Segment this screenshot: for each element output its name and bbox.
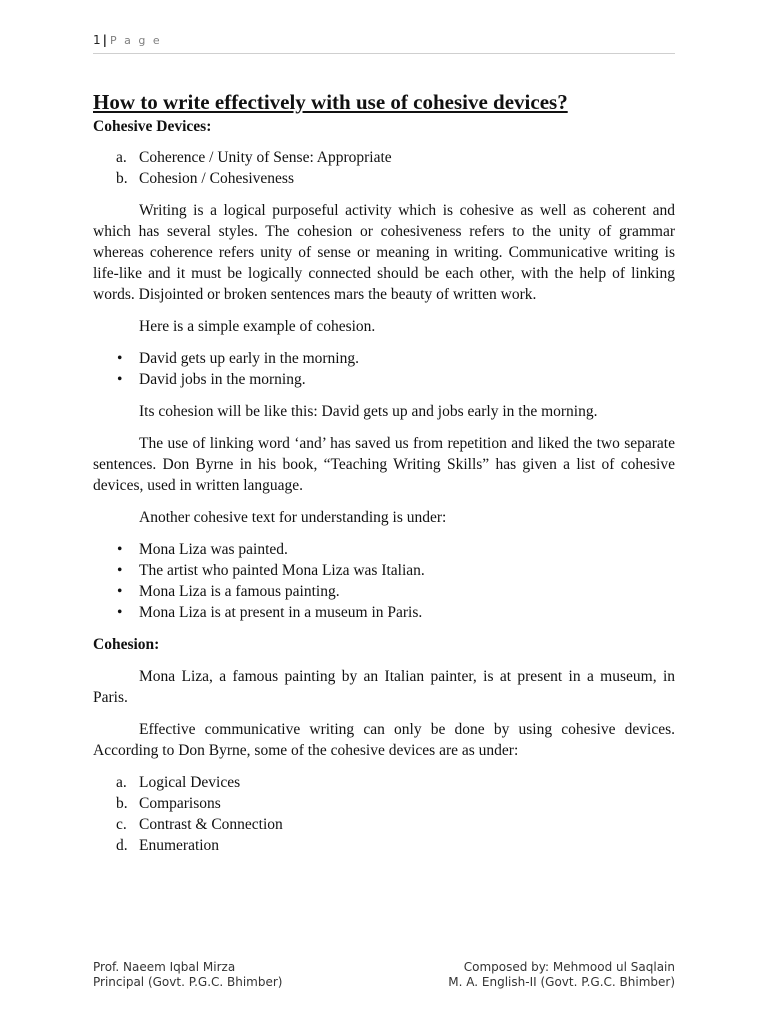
list-item-text: David jobs in the morning. [139,371,306,388]
list-item [93,793,675,814]
list-item [93,581,675,602]
list-item-text: Cohesion / Cohesiveness [139,170,294,187]
list-item [93,814,675,835]
list-marker: a. [116,149,127,166]
page-label: P a g e [110,34,162,47]
list-marker: a. [116,774,127,791]
list-item [93,348,675,369]
list-item-text: Logical Devices [139,774,241,791]
list-item [93,835,675,856]
bullet-icon: • [117,541,123,558]
list-item-text: The artist who painted Mona Liza was Italian. [139,562,425,579]
document-title: How to write effectively with use of cohesive devices? [93,90,568,114]
footer-right [448,960,675,990]
list-item [93,369,675,390]
example-list-mona-liza [93,539,675,623]
footer-author-role: Principal (Govt. P.G.C. Bhimber) [93,975,283,989]
section-heading-cohesive-devices: Cohesive Devices: [93,118,212,135]
example-list-david [93,348,675,390]
list-item-text: Comparisons [139,795,221,812]
paragraph-example-intro: Here is a simple example of cohesion. [139,318,376,335]
paragraph-linking-word: The use of linking word ‘and’ has saved us from repetition and liked the two separate sentences. Don Byrne in his book, “Teaching Writing Skills” has given a list of cohesive devices, used in written language. [93,435,675,494]
list-item-text: Contrast & Connection [139,816,283,833]
footer-composer: Composed by: Mehmood ul Saqlain [463,960,675,974]
cohesive-devices-list [93,147,675,189]
list-item [93,168,675,189]
list-item-text: Coherence / Unity of Sense: Appropriate [139,149,392,166]
list-marker: c. [116,816,127,833]
document-body [93,88,675,856]
paragraph-mona-liza: Mona Liza, a famous painting by an Italian painter, is at present in a museum, in Paris. [93,668,675,706]
list-item [93,147,675,168]
header-separator: | [102,33,108,47]
footer-composer-role: M. A. English-II (Govt. P.G.C. Bhimber) [448,975,675,989]
list-item-text: Mona Liza is at present in a museum in Paris. [139,604,423,621]
list-marker: b. [116,795,128,812]
bullet-icon: • [117,350,123,367]
footer-author: Prof. Naeem Iqbal Mirza [93,960,236,974]
list-item [93,539,675,560]
bullet-icon: • [117,583,123,600]
bullet-icon: • [117,604,123,621]
list-item-text: Mona Liza was painted. [139,541,288,558]
list-item-text: Mona Liza is a famous painting. [139,583,340,600]
paragraph-writing: Writing is a logical purposeful activity which is cohesive as well as coherent and which has several styles. The cohesion or cohesiveness refers to the unity of grammar whereas coherence refers unity of sense or meaning in writing. Communicative writing is life-like and it must be logically connected should be each other, with the help of linking words. Disjointed or broken sentences mars the beauty of written work. [93,202,675,303]
list-marker: b. [116,170,128,187]
section-heading-cohesion: Cohesion: [93,636,160,653]
page-number: 1 [93,33,101,47]
list-item-text: David gets up early in the morning. [139,350,359,367]
list-item [93,560,675,581]
footer-left [93,960,283,990]
list-marker: d. [116,837,128,854]
bullet-icon: • [117,562,123,579]
paragraph-cohesion-example: Its cohesion will be like this: David gets up and jobs early in the morning. [139,403,598,420]
paragraph-another-text: Another cohesive text for understanding is under: [139,509,447,526]
paragraph-effective-writing: Effective communicative writing can only be done by using cohesive devices. According to Don Byrne, some of the cohesive devices are as under: [93,721,675,759]
list-item [93,772,675,793]
list-item-text: Enumeration [139,837,220,854]
bullet-icon: • [117,371,123,388]
list-item [93,602,675,623]
devices-list [93,772,675,856]
page-header [93,33,675,54]
